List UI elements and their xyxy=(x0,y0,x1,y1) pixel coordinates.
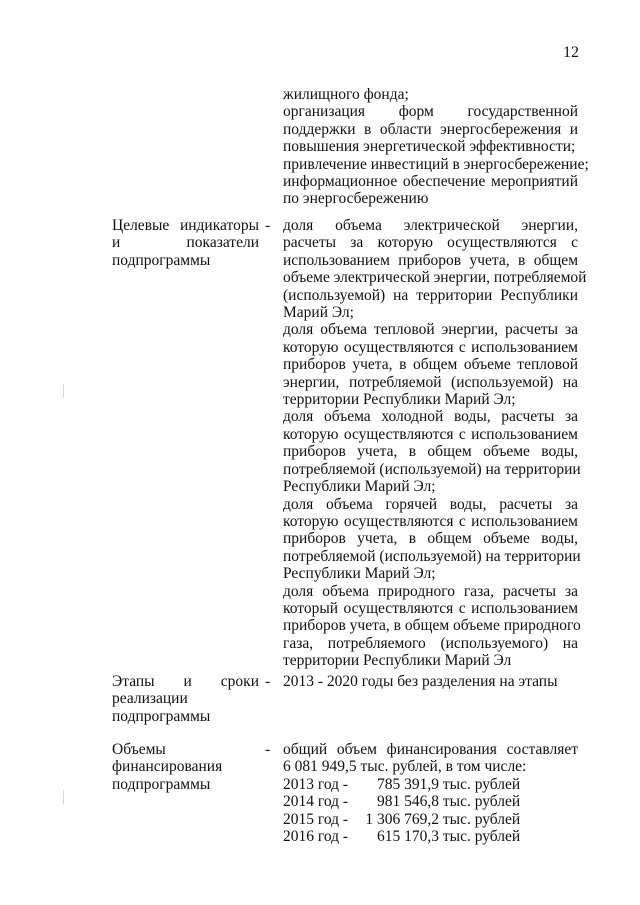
funding-label xyxy=(112,741,259,793)
indicator-item xyxy=(283,582,581,670)
indicators-label xyxy=(112,217,259,269)
indicator-item-line: доля объема холодной воды, расчеты за xyxy=(283,408,578,426)
indicator-item-line: Республики Марий Эл; xyxy=(283,565,436,583)
funding-year: 2014 год - xyxy=(283,793,349,811)
task-item-line: привлечение инвестиций в энергосбережение; xyxy=(283,155,589,173)
label-line: Объемы xyxy=(112,741,166,758)
indicator-item xyxy=(283,495,581,583)
funding-unit: тыс. рублей xyxy=(442,775,521,793)
indicator-item-line: доля объема электрической энергии, xyxy=(283,217,578,234)
label-line: подпрограммы xyxy=(112,251,211,269)
stages-value: 2013 - 2020 годы без разделения на этапы xyxy=(283,673,558,690)
task-item-line: повышения энергетической эффективности; xyxy=(283,138,576,156)
funding-year-row xyxy=(283,828,578,845)
funding-year-row xyxy=(283,793,578,810)
funding-details xyxy=(283,741,578,845)
indicators-dash: - xyxy=(265,217,271,234)
task-item-line: поддержки в области энергосбережения и xyxy=(283,120,578,138)
indicator-item-line: потребляемой (используемой) на территории xyxy=(283,547,581,565)
funding-intro-line: 6 081 949,5 тыс. рублей, в том числе: xyxy=(283,758,527,776)
funding-amount: 615 170,3 xyxy=(377,828,439,846)
funding-unit: тыс. рублей xyxy=(442,793,521,811)
indicator-item-line: приборов учета, в общем объеме природного xyxy=(283,617,581,635)
task-item-line: информационное обеспечение мероприятий xyxy=(283,173,578,191)
indicator-item-line: потребляемой (используемой) на территории xyxy=(283,460,581,478)
funding-year: 2013 год - xyxy=(283,775,349,793)
indicator-item-line: которую осуществляются с использованием xyxy=(283,338,578,356)
funding-unit: тыс. рублей xyxy=(442,828,521,846)
funding-year: 2015 год - xyxy=(283,810,349,828)
funding-year: 2016 год - xyxy=(283,828,349,846)
indicator-item-line: приборов учета, в общем объеме воды, xyxy=(283,530,578,548)
funding-amount: 981 546,8 xyxy=(377,793,439,811)
task-item xyxy=(283,103,578,155)
indicator-item-line: энергии, потребляемой (используемой) на xyxy=(283,373,578,391)
stages-label xyxy=(112,673,259,725)
indicator-item-line: газа, потребляемого (используемого) на xyxy=(283,634,578,652)
indicators-list xyxy=(283,217,587,670)
indicator-item-line: которую осуществляются с использованием xyxy=(283,425,578,443)
funding-dash: - xyxy=(265,741,271,758)
scan-mark xyxy=(63,790,64,804)
task-item-line: по энергосбережению xyxy=(283,190,429,208)
label-line: Этапы и сроки xyxy=(112,673,259,690)
indicator-item-line: приборов учета, в общем объеме тепловой xyxy=(283,356,578,374)
funding-unit: тыс. рублей xyxy=(442,810,521,828)
label-line: подпрограммы xyxy=(112,707,211,725)
funding-year-row xyxy=(283,811,578,828)
funding-intro-line: общий объем финансирования составляет xyxy=(283,741,578,758)
indicator-item-line: территории Республики Марий Эл xyxy=(283,652,512,670)
funding-year-row xyxy=(283,776,578,793)
label-line: подпрограммы xyxy=(112,775,211,793)
indicator-item-line: Марий Эл; xyxy=(283,304,354,322)
indicator-item-line: доля объема горячей воды, расчеты за xyxy=(283,495,578,513)
funding-intro xyxy=(283,741,578,776)
scan-mark xyxy=(63,384,64,398)
indicator-item-line: которую осуществляются с использованием xyxy=(283,512,578,530)
task-item xyxy=(283,86,578,103)
label-line: реализации xyxy=(112,690,188,708)
indicator-item-line: доля объема тепловой энергии, расчеты за xyxy=(283,321,578,339)
indicator-item-line: (используемой) на территории Республики xyxy=(283,286,578,304)
indicator-item-line: Республики Марий Эл; xyxy=(283,478,436,496)
label-line: Целевые индикаторы xyxy=(112,217,259,234)
page-number: 12 xyxy=(563,44,579,61)
indicator-item xyxy=(283,408,581,496)
task-item xyxy=(283,155,589,173)
label-line: финансирования xyxy=(112,758,223,776)
task-item xyxy=(283,173,578,208)
indicator-item-line: объеме электрической энергии, потребляемой xyxy=(283,269,587,287)
indicator-item-line: использованием приборов учета, в общем xyxy=(283,251,578,269)
indicator-item-line: доля объема природного газа, расчеты за xyxy=(283,582,578,600)
task-item-line: жилищного фонда; xyxy=(283,86,409,103)
funding-amount: 785 391,9 xyxy=(377,775,439,793)
task-item-line: организация форм государственной xyxy=(283,103,578,121)
stages-dash: - xyxy=(265,673,271,690)
funding-amount: 1 306 769,2 xyxy=(365,810,439,828)
indicator-item-line: территории Республики Марий Эл; xyxy=(283,391,516,409)
indicator-item xyxy=(283,321,578,408)
indicator-item-line: который осуществляются с использованием xyxy=(283,599,578,617)
indicator-item-line: приборов учета, в общем объеме воды, xyxy=(283,443,578,461)
tasks-list xyxy=(283,86,589,208)
indicator-item-line: расчеты за которую осуществляются с xyxy=(283,234,578,252)
stages-text xyxy=(283,673,578,690)
label-line: и показатели xyxy=(112,234,259,252)
indicator-item xyxy=(283,217,587,322)
